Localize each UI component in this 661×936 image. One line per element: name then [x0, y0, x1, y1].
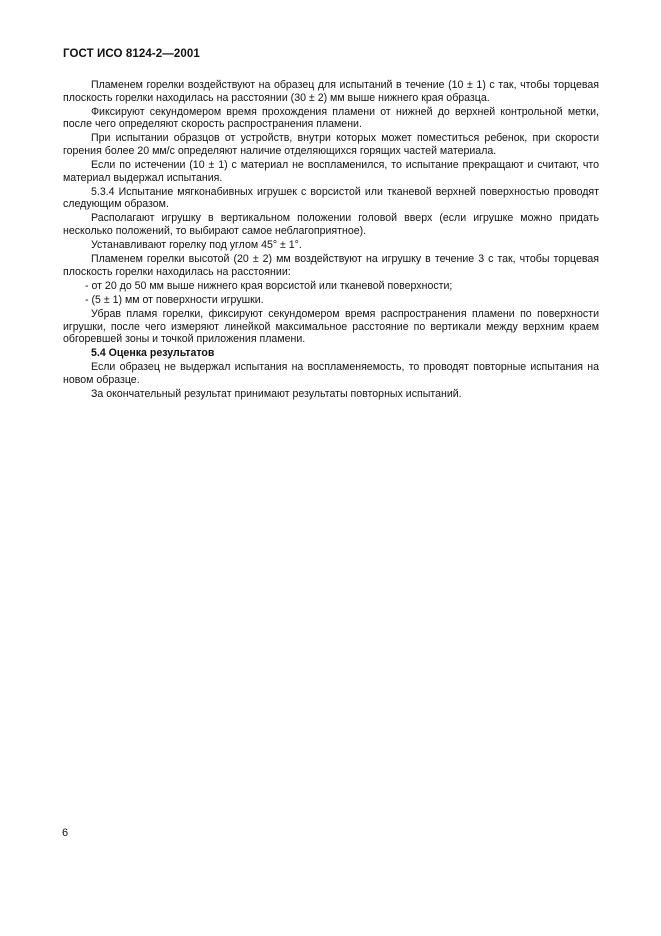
paragraph: Устанавливают горелку под углом 45° ± 1°. — [91, 239, 302, 252]
paragraph: Пламенем горелки воздействуют на образец для испытаний в течение (10 ± 1) с так, чтобы торцевая плоскость горелки находилась на расстоянии (30 ± 2) мм выше нижнего края образца. — [63, 79, 599, 104]
paragraph: За окончательный результат принимают результаты повторных испытаний. — [91, 388, 462, 401]
paragraph: Фиксируют секундомером время прохождения пламени от нижней до верхней контрольной метки, после чего определяют скорость распространения пламени. — [63, 105, 599, 131]
clause-5-3-4: 5.3.4 Испытание мягконабивных игрушек с ворсистой или тканевой верхней поверхностью проводят следующим образом. — [63, 185, 599, 211]
paragraph: При испытании образцов от устройств, внутри которых может поместиться ребенок, при скорости горения более 20 мм/с определяют наличие отделяющихся горящих частей материала. — [63, 132, 599, 157]
paragraph: Располагают игрушку в вертикальном положении головой вверх (если игрушке можно придать несколько положений, то выбирают самое неблагоприятное). — [63, 212, 599, 238]
list-item: - (5 ± 1) мм от поверхности игрушки. — [85, 294, 264, 306]
document-header: ГОСТ ИСО 8124-2—2001 — [63, 48, 200, 60]
list-item: - от 20 до 50 мм выше нижнего края ворсистой или тканевой поверхности; — [85, 279, 453, 292]
document-body — [63, 79, 599, 402]
paragraph: Если по истечении (10 ± 1) с материал не воспламенился, то испытание прекращают и считают, что материал выдержал испытания. — [63, 159, 599, 184]
paragraph: Пламенем горелки высотой (20 ± 2) мм воздействуют на игрушку в течение 3 с так, чтобы торцевая плоскость горелки находилась на расстоянии: — [63, 253, 599, 278]
section-heading: 5.4 Оценка результатов — [91, 347, 215, 360]
paragraph: Убрав пламя горелки, фиксируют секундомером время распространения пламени по поверхности игрушки, после чего измеряют линейкой максимальное расстояние по вертикали между верхним краем обгоревшей зоны и точкой приложения пламени. — [63, 308, 599, 346]
page-number: 6 — [62, 827, 69, 839]
paragraph: Если образец не выдержал испытания на воспламеняемость, то проводят повторные испытания на новом образце. — [63, 361, 599, 387]
